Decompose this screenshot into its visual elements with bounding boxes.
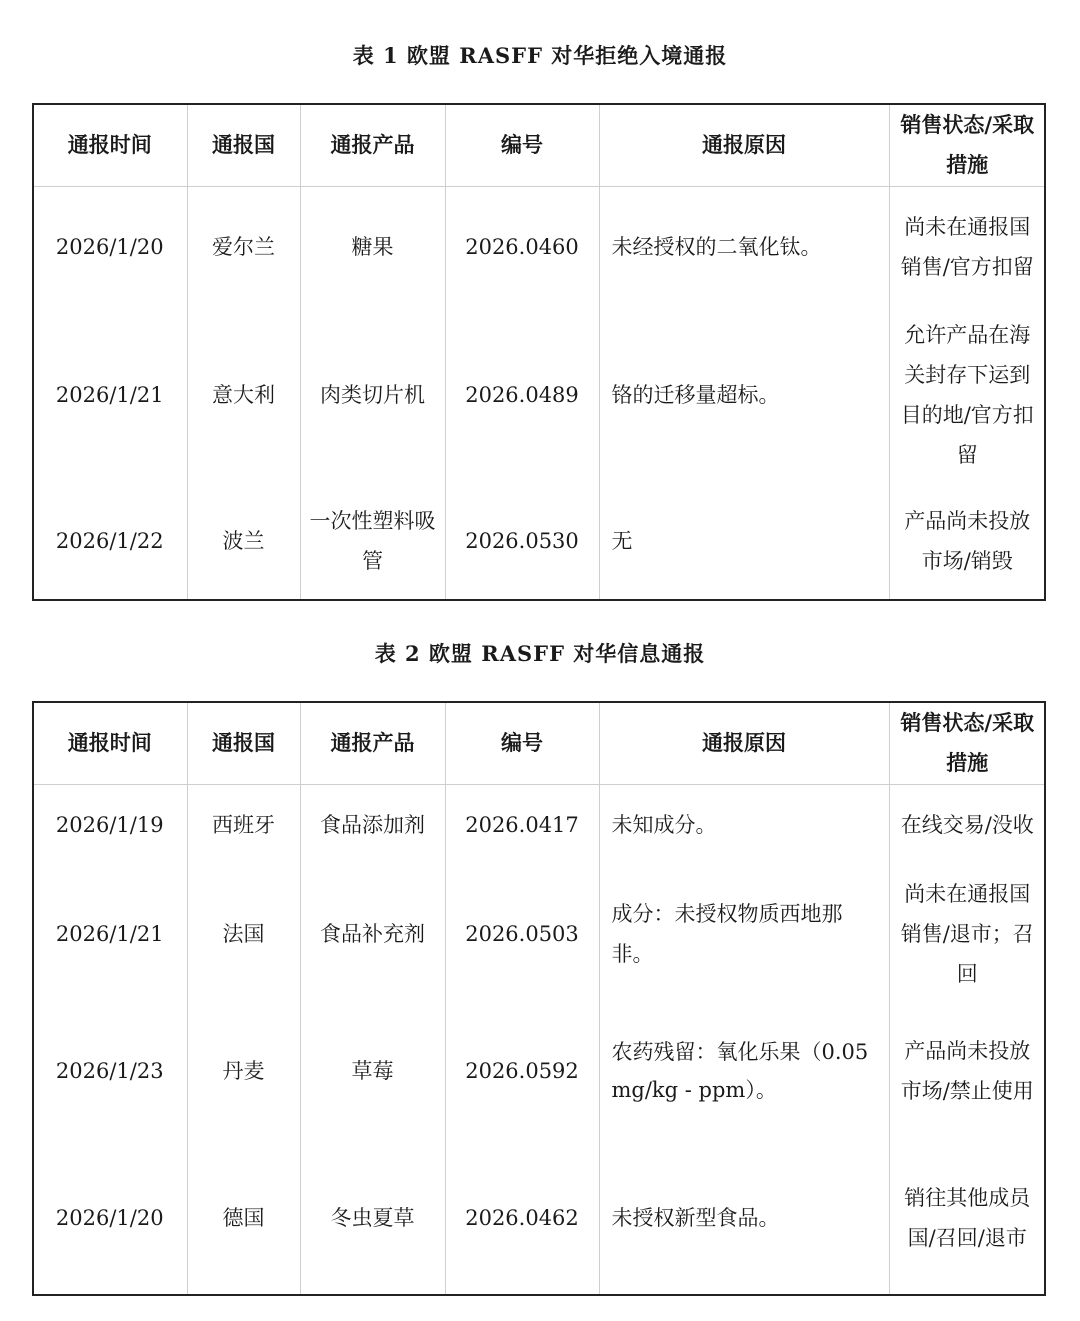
cell-status: 销往其他成员国/召回/退市 [889, 1140, 1045, 1295]
table2-caption: 表 2 欧盟 RASFF 对华信息通报 [374, 641, 706, 666]
cell-status: 允许产品在海关封存下运到目的地/官方扣留 [889, 308, 1045, 482]
cell-product: 食品补充剂 [300, 866, 445, 1002]
table-row [33, 866, 1045, 1002]
cell-status: 在线交易/没收 [889, 784, 1045, 866]
table-header-row [33, 702, 1045, 784]
cell-status: 尚未在通报国销售/官方扣留 [889, 186, 1045, 308]
cell-reason: 未授权新型食品。 [599, 1140, 889, 1295]
cell-date: 2026/1/23 [33, 1002, 187, 1140]
cell-country: 波兰 [187, 482, 300, 600]
header-product: 通报产品 [300, 104, 445, 186]
cell-reason: 未经授权的二氧化钛。 [599, 186, 889, 308]
cell-status: 产品尚未投放市场/销毁 [889, 482, 1045, 600]
cell-date: 2026/1/21 [33, 866, 187, 1002]
cell-reason: 未知成分。 [599, 784, 889, 866]
cell-reason: 成分：未授权物质西地那非。 [599, 866, 889, 1002]
cell-reason: 农药残留：氧化乐果（0.05 mg/kg - ppm）。 [599, 1002, 889, 1140]
table-row [33, 1002, 1045, 1140]
cell-number: 2026.0503 [445, 866, 599, 1002]
table-row [33, 1140, 1045, 1295]
cell-country: 意大利 [187, 308, 300, 482]
cell-date: 2026/1/20 [33, 1140, 187, 1295]
cell-product: 草莓 [300, 1002, 445, 1140]
cell-status: 产品尚未投放市场/禁止使用 [889, 1002, 1045, 1140]
header-country: 通报国 [187, 702, 300, 784]
cell-product: 一次性塑料吸管 [300, 482, 445, 600]
cell-date: 2026/1/22 [33, 482, 187, 600]
cell-number: 2026.0592 [445, 1002, 599, 1140]
cell-reason: 铬的迁移量超标。 [599, 308, 889, 482]
table-header-row [33, 104, 1045, 186]
table-row [33, 186, 1045, 308]
header-reason: 通报原因 [599, 104, 889, 186]
cell-reason: 无 [599, 482, 889, 600]
header-number: 编号 [445, 104, 599, 186]
header-date: 通报时间 [33, 702, 187, 784]
table1-caption: 表 1 欧盟 RASFF 对华拒绝入境通报 [352, 43, 728, 68]
header-status: 销售状态/采取措施 [889, 104, 1045, 186]
cell-date: 2026/1/21 [33, 308, 187, 482]
cell-date: 2026/1/20 [33, 186, 187, 308]
cell-number: 2026.0460 [445, 186, 599, 308]
cell-country: 西班牙 [187, 784, 300, 866]
table-row [33, 482, 1045, 600]
cell-number: 2026.0462 [445, 1140, 599, 1295]
cell-product: 糖果 [300, 186, 445, 308]
cell-number: 2026.0417 [445, 784, 599, 866]
cell-number: 2026.0489 [445, 308, 599, 482]
header-product: 通报产品 [300, 702, 445, 784]
header-reason: 通报原因 [599, 702, 889, 784]
table-row [33, 784, 1045, 866]
cell-number: 2026.0530 [445, 482, 599, 600]
cell-country: 爱尔兰 [187, 186, 300, 308]
cell-country: 丹麦 [187, 1002, 300, 1140]
table-row [33, 308, 1045, 482]
header-status: 销售状态/采取措施 [889, 702, 1045, 784]
rasff-border-rejection-table [33, 104, 1045, 600]
cell-product: 食品添加剂 [300, 784, 445, 866]
cell-country: 法国 [187, 866, 300, 1002]
cell-product: 肉类切片机 [300, 308, 445, 482]
cell-status: 尚未在通报国销售/退市；召回 [889, 866, 1045, 1002]
cell-product: 冬虫夏草 [300, 1140, 445, 1295]
cell-country: 德国 [187, 1140, 300, 1295]
header-date: 通报时间 [33, 104, 187, 186]
header-country: 通报国 [187, 104, 300, 186]
rasff-information-table [33, 702, 1045, 1295]
header-number: 编号 [445, 702, 599, 784]
cell-date: 2026/1/19 [33, 784, 187, 866]
